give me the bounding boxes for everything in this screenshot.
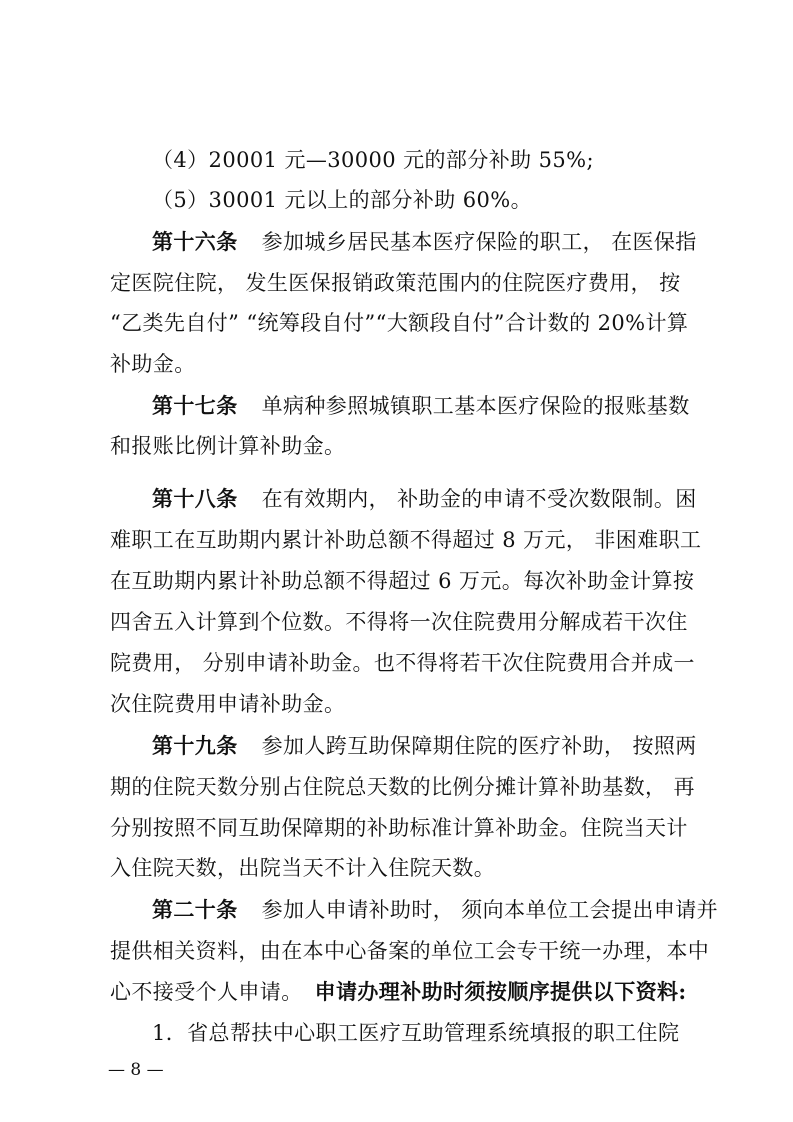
article-20-line-4: 1．省总帮扶中心职工医疗互助管理系统填报的职工住院 xyxy=(152,1021,680,1045)
article-20-line-1 xyxy=(152,897,719,922)
article-18-line-4: 四舍五入计算到个位数。不得将一次住院费用分解成若干次住 xyxy=(110,610,688,634)
article-19-line-3: 分别按照不同互助保障期的补助标准计算补助金。住院当天计 xyxy=(110,816,688,840)
article-18-line-6: 次住院费用申请补助金。 xyxy=(110,692,346,716)
article-19-text-1: 参加人跨互助保障期住院的医疗补助， 按照两 xyxy=(261,734,697,758)
article-20-line-3 xyxy=(110,980,690,1004)
article-16-title: 第十六条 xyxy=(152,229,238,254)
article-17-title: 第十七条 xyxy=(152,393,238,418)
article-18-line-2: 难职工在互助期内累计补助总额不得超过 8 万元， 非困难职工 xyxy=(110,528,702,552)
article-20-text-3a: 心不接受个人申请。 xyxy=(110,980,303,1004)
page-number: — 8 — xyxy=(108,1060,164,1080)
article-19-line-2: 期的住院天数分别占住院总天数的比例分摊计算补助基数， 再 xyxy=(110,775,695,799)
article-16-line-1 xyxy=(152,229,697,254)
article-16-line-2: 定医院住院， 发生医保报销政策范围内的住院医疗费用， 按 xyxy=(110,271,681,295)
article-17-line-2: 和报账比例计算补助金。 xyxy=(110,434,346,458)
article-19-title: 第十九条 xyxy=(152,733,238,758)
article-20-text-3b: 申请办理补助时须按顺序提供以下资料: xyxy=(314,979,687,1004)
article-18-line-1 xyxy=(152,486,697,511)
article-16-line-4: 补助金。 xyxy=(110,352,196,376)
article-16-text-1: 参加城乡居民基本医疗保险的职工， 在医保指 xyxy=(261,230,697,254)
article-16-line-3: “乙类先自付” “统筹段自付”“大额段自付”合计数的 20%计算 xyxy=(110,311,689,335)
article-18-line-5: 院费用， 分别申请补助金。也不得将若干次住院费用合并成一 xyxy=(110,651,695,675)
article-19-line-4: 入住院天数，出院当天不计入住院天数。 xyxy=(110,856,496,880)
item-5: （5）30001 元以上的部分补助 60%。 xyxy=(152,188,532,212)
article-17-text-1: 单病种参照城镇职工基本医疗保险的报账基数 xyxy=(261,394,690,418)
article-20-text-1: 参加人申请补助时， 须向本单位工会提出申请并 xyxy=(261,898,719,922)
article-18-text-1: 在有效期内， 补助金的申请不受次数限制。困 xyxy=(261,487,697,511)
article-20-line-2: 提供相关资料，由在本中心备案的单位工会专干统一办理，本中 xyxy=(110,939,710,963)
article-19-line-1 xyxy=(152,733,697,758)
article-18-line-3: 在互助期内累计补助总额不得超过 6 万元。每次补助金计算按 xyxy=(110,569,695,593)
article-20-title: 第二十条 xyxy=(152,897,238,922)
article-18-title: 第十八条 xyxy=(152,486,238,511)
article-17-line-1 xyxy=(152,394,690,418)
item-4: （4）20001 元—30000 元的部分补助 55%; xyxy=(152,148,594,172)
